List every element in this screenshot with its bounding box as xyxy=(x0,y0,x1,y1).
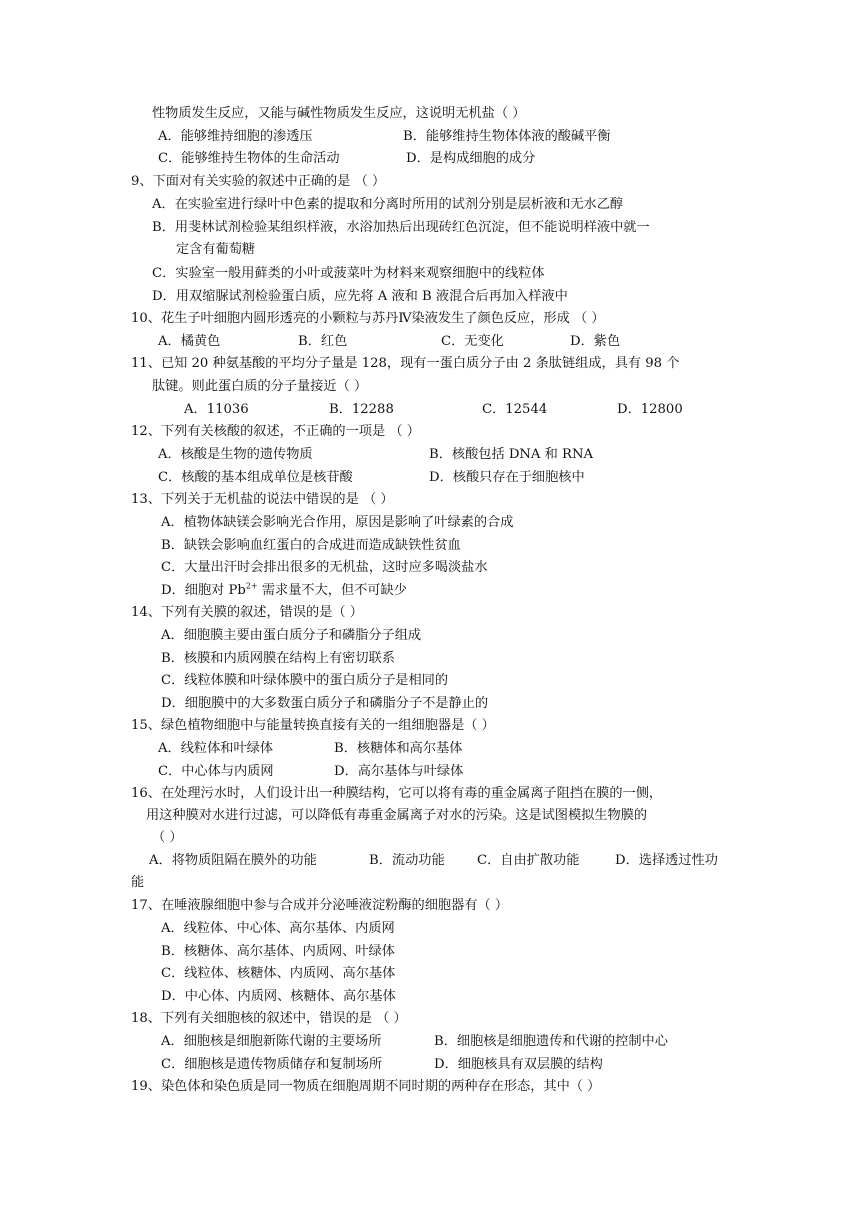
q17-option-c: C．线粒体、核糖体、内质网、高尔基体 xyxy=(161,966,396,981)
q15-option-d: D．高尔基体与叶绿体 xyxy=(334,764,464,779)
q13-option-d-suffix: 需求量不大，但不可缺少 xyxy=(257,583,407,598)
q10-option-b: B．红色 xyxy=(298,334,348,349)
q9-option-a: A．在实验室进行绿叶中色素的提取和分离时所用的试剂分别是层析液和无水乙醇 xyxy=(152,197,624,212)
q9-option-c: C．实验室一般用藓类的小叶或菠菜叶为材料来观察细胞中的线粒体 xyxy=(152,266,545,281)
q16-stem: 16、在处理污水时，人们设计出一种膜结构，它可以将有毒的重金属离子阻挡在膜的一侧， xyxy=(131,786,663,801)
q13-option-a: A．植物体缺镁会影响光合作用，原因是影响了叶绿素的合成 xyxy=(161,515,514,530)
q13-option-d-prefix: D．细胞对 Pb xyxy=(161,583,246,598)
q13-option-c: C．大量出汗时会排出很多的无机盐，这时应多喝淡盐水 xyxy=(161,560,488,575)
q14-option-d: D．细胞膜中的大多数蛋白质分子和磷脂分子不是静止的 xyxy=(161,696,489,711)
q14-option-c: C．线粒体膜和叶绿体膜中的蛋白质分子是相同的 xyxy=(161,673,449,688)
q15-option-b: B．核糖体和高尔基体 xyxy=(334,741,463,756)
q15-option-a: A．线粒体和叶绿体 xyxy=(158,741,274,756)
q16-answer-bracket: （ ） xyxy=(152,830,183,845)
q10-option-a: A．橘黄色 xyxy=(158,334,221,349)
q11-stem: 11、已知 20 种氨基酸的平均分子量是 128，现有一蛋白质分子由 2 条肽链组成，具有 98 个 xyxy=(131,356,680,371)
q14-option-a: A．细胞膜主要由蛋白质分子和磷脂分子组成 xyxy=(161,628,422,643)
q8-stem-continued: 性物质发生反应，又能与碱性物质发生反应，这说明无机盐（ ） xyxy=(152,106,526,121)
q10-option-c: C．无变化 xyxy=(441,334,504,349)
q11-stem-continued: 肽键。则此蛋白质的分子量接近（ ） xyxy=(152,379,368,394)
q8-option-c: C．能够维持生物体的生命活动 xyxy=(158,151,340,166)
q16-option-d-wrap: 能 xyxy=(131,875,145,890)
q15-option-c: C．中心体与内质网 xyxy=(158,764,274,779)
q11-option-a: A．11036 xyxy=(184,402,249,417)
q12-stem: 12、下列有关核酸的叙述，不正确的一项是 （ ） xyxy=(131,424,420,439)
q14-option-b: B．核膜和内质网膜在结构上有密切联系 xyxy=(161,651,395,666)
q11-option-c: C．12544 xyxy=(482,402,548,417)
q19-stem: 19、染色体和染色质是同一物质在细胞周期不同时期的两种存在形态，其中（ ） xyxy=(131,1079,601,1094)
q18-option-c: C．细胞核是遗传物质储存和复制场所 xyxy=(161,1057,383,1072)
q10-option-d: D．紫色 xyxy=(570,334,621,349)
q16-option-b: B．流动功能 xyxy=(369,853,445,868)
q13-stem: 13、下列关于无机盐的说法中错误的是 （ ） xyxy=(131,492,394,507)
q12-option-d: D．核酸只存在于细胞核中 xyxy=(429,470,585,485)
q13-option-d xyxy=(161,581,407,601)
q17-option-b: B．核糖体、高尔基体、内质网、叶绿体 xyxy=(161,944,395,959)
q11-option-d: D．12800 xyxy=(617,402,683,417)
q16-option-c: C．自由扩散功能 xyxy=(477,853,580,868)
q16-stem-line-2: 用这种膜对水进行过滤，可以降低有毒重金属离子对水的污染。这是试图模拟生物膜的 xyxy=(146,808,648,823)
q8-option-a: A．能够维持细胞的渗透压 xyxy=(158,129,313,144)
q12-option-c: C．核酸的基本组成单位是核苷酸 xyxy=(158,470,353,485)
q18-option-b: B．细胞核是细胞遗传和代谢的控制中心 xyxy=(434,1034,668,1049)
q8-option-b: B．能够维持生物体体液的酸碱平衡 xyxy=(403,129,611,144)
q18-option-d: D．细胞核具有双层膜的结构 xyxy=(434,1057,603,1072)
q18-option-a: A．细胞核是细胞新陈代谢的主要场所 xyxy=(161,1034,382,1049)
q9-option-b: B．用斐林试剂检验某组织样液，水浴加热后出现砖红色沉淀，但不能说明样液中就一 xyxy=(152,220,650,235)
q9-stem: 9、下面对有关实验的叙述中正确的是 （ ） xyxy=(131,174,386,189)
q13-option-b: B．缺铁会影响血红蛋白的合成进而造成缺铁性贫血 xyxy=(161,538,461,553)
q14-stem: 14、下列有关膜的叙述，错误的是（ ） xyxy=(131,605,363,620)
q10-stem: 10、花生子叶细胞内圆形透亮的小颗粒与苏丹Ⅳ染液发生了颜色反应，形成 （ ） xyxy=(131,311,605,326)
q12-option-a: A．核酸是生物的遗传物质 xyxy=(158,447,313,462)
q13-option-d-superscript: 2+ xyxy=(245,581,258,591)
q9-option-d: D．用双缩脲试剂检验蛋白质，应先将 A 液和 B 液混合后再加入样液中 xyxy=(152,289,568,304)
q12-option-b: B．核酸包括 DNA 和 RNA xyxy=(429,447,594,462)
q9-option-b-continued: 定含有葡萄糖 xyxy=(176,242,256,257)
q15-stem: 15、绿色植物细胞中与能量转换直接有关的一组细胞器是（ ） xyxy=(131,718,495,733)
q16-option-a: A．将物质阻隔在膜外的功能 xyxy=(149,853,317,868)
q11-option-b: B．12288 xyxy=(329,402,394,417)
q17-option-d: D．中心体、内质网、核糖体、高尔基体 xyxy=(161,989,396,1004)
q16-option-d: D．选择透过性功 xyxy=(615,853,718,868)
q17-stem: 17、在唾液腺细胞中参与合成并分泌唾液淀粉酶的细胞器有（ ） xyxy=(131,898,509,913)
q17-option-a: A．线粒体、中心体、高尔基体、内质网 xyxy=(161,921,395,936)
q18-stem: 18、下列有关细胞核的叙述中，错误的是 （ ） xyxy=(131,1011,407,1026)
q8-option-d: D．是构成细胞的成分 xyxy=(406,151,536,166)
